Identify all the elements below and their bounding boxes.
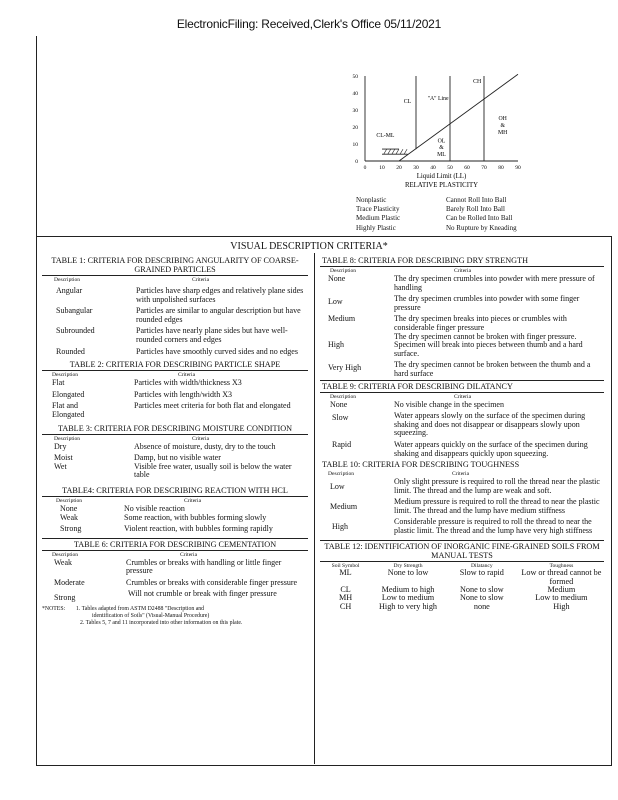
table12-header: Soil Symbol Dry Strength Dilatancy Toughness [331,562,574,569]
table-row: Flat Particles with width/thickness X3 [52,378,242,388]
x-tick-label: 30 [413,165,419,171]
x-tick-label: 60 [464,165,470,171]
legend-row: Nonplastic Cannot Roll Into Ball [356,196,507,204]
table12-grid [320,563,604,612]
table1-title: TABLE 1: CRITERIA FOR DESCRIBING ANGULARITY OF COARSE-GRAINED PARTICLES [51,256,299,274]
table3-title: TABLE 3: CRITERIA FOR DESCRIBING MOISTURE CONDITION [57,423,293,433]
x-tick-label: 40 [430,165,436,171]
table8: TABLE 8: CRITERIA FOR DESCRIBING DRY STRENGTH Description Criteria None The dry specimen crumbles into powder with mere pressure of handling Low The dry specimen crumbles into powder with some finger pressure Medium The dry specimen breaks into pieces or crumbles with considerable finger pressure High The dry specimen cannot be broken with finger pressure. Specimen will break into pieces between thumb and a hard surface. Very High The dry specimen cannot be broken between the thumb and a hard surface [320,256,604,379]
region-label: & [439,145,444,152]
filing-header: ElectronicFiling: Received,Clerk's Office 05/11/2021 [176,17,442,31]
region-label: CH [473,78,482,85]
table-row: CL Medium to high None to slow Medium [340,584,576,594]
right-column [320,256,604,611]
table-row: MH Low to medium None to slow Low to medium [338,593,588,603]
table-row: Low The dry specimen crumbles into powder with some finger pressure [328,294,580,312]
table9: TABLE 9: CRITERIA FOR DESCRIBING DILATANCY Description Criteria None No visible change in the specimen Slow Water appears slowly on the surface of the specimen during shaking and does not disappear or disappears slowly upon squeezing. Rapid Water appears quickly on the surface of the specimen during shaking and disappears quickly upon squeezing. [320,380,604,459]
table-row: CH High to very high none High [339,601,570,611]
table3: TABLE 3: CRITERIA FOR DESCRIBING MOISTURE CONDITION Description Criteria Dry Absence of moisture, dusty, dry to the touch Moist Damp, but no visible water Wet Visible free water, usually soil is below the water table [42,424,308,480]
table-row: None No visible reaction [60,503,185,513]
x-axis-label: Liquid Limit (LL) [416,173,467,180]
table-row: Slow Water appears slowly on the surface of the specimen during shaking and does not disappear or disappears slowly upon squeezing. [332,411,586,438]
region-label: CL-ML [376,133,395,140]
main-title: VISUAL DESCRIPTION CRITERIA* [230,241,388,252]
x-tick-label: 90 [515,165,521,171]
region-label: OL [437,138,446,145]
table-row: Low Only slight pressure is required to roll the thread near the plastic limit. The thread and the lump are weak and soft. [330,477,600,495]
x-tick-label: 10 [379,165,385,171]
table-row: Wet Visible free water, usually soil is below the water table [54,461,292,480]
x-tick-label: 80 [498,165,504,171]
table10-title: TABLE 10: CRITERIA FOR DESCRIBING TOUGHNESS [322,460,520,470]
table2-title: TABLE 2: CRITERIA FOR DESCRIBING PARTICLE SHAPE [69,360,281,370]
table-row: Rounded Particles have smoothly curved sides and no edges [56,346,298,356]
region-label: MH [498,129,508,136]
chart-title: RELATIVE PLASTICITY [404,182,479,189]
table1: TABLE 1: CRITERIA FOR DESCRIBING ANGULARITY OF COARSE-GRAINED PARTICLES Description Criteria Angular Particles have sharp edges and relatively plane sides with unpolished surfaces Subangular Particles are similar to angular description but have rounded edges Subrounded Particles have nearly plane sides but have well-rounded corners and edges Rounded Particles have smoothly curved sides and no edges [42,256,308,356]
table-row: Rapid Water appears quickly on the surface of the specimen during shaking and disappears quickly upon squeezing. [332,439,588,458]
table-row: Elongated Particles with length/width X3 [52,389,232,399]
table-row: Subangular Particles are similar to angular description but have rounded edges [56,306,301,324]
table-row: High The dry specimen cannot be broken with finger pressure. Specimen will break into pieces between thumb and a hard surface. [328,331,583,358]
table-row: None No visible change in the specimen [330,399,504,409]
region-label: ML [437,151,446,158]
region-label: OH [498,116,507,123]
table6: TABLE 6: CRITERIA FOR DESCRIBING CEMENTATION Description Criteria Weak Crumbles or breaks with handling or little finger pressure Moderate Crumbles or breaks with considerable finger pressure Strong Will not crumble or break with finger pressure [42,538,308,603]
region-label: CL [403,99,412,106]
legend-row: Medium Plastic Can be Rolled Into Ball [356,214,513,223]
x-tick-label: 70 [481,165,487,171]
table12 [320,540,604,612]
legend-row: Highly Plastic No Rupture by Kneading [356,223,517,232]
table6-title: TABLE 6: CRITERIA FOR DESCRIBING CEMENTATION [73,539,277,549]
table-row: Very High The dry specimen cannot be broken between the thumb and a hard surface [328,360,591,378]
y-tick-label: 30 [352,108,358,114]
table10: TABLE 10: CRITERIA FOR DESCRIBING TOUGHNESS Description Criteria Low Only slight pressure is required to roll the thread near the plastic limit. The thread and the lump are weak and soft. Medium Medium pressure is required to roll the thread to near the plastic limit. The thread and the lump have medium stiffness High Considerable pressure is required to roll the thread to near the plastic limit. The thread and the lump have very high stiffness [320,460,604,536]
table-row: Subrounded Particles have nearly plane sides but have well-rounded corners and edges [56,326,288,344]
table-row: Angular Particles have sharp edges and relatively plane sides with unpolished surfaces [56,286,304,304]
left-column [42,256,308,627]
y-tick-label: 40 [352,91,358,97]
table-row: Dry Absence of moisture, dusty, dry to the touch [54,441,276,451]
table8-title: TABLE 8: CRITERIA FOR DESCRIBING DRY STRENGTH [322,256,529,265]
x-tick-label: 50 [447,165,453,171]
table4-title: TABLE4: CRITERIA FOR DESCRIBING REACTION WITH HCL [62,485,288,495]
table2: TABLE 2: CRITERIA FOR DESCRIBING PARTICLE SHAPE Description Criteria Flat Particles with width/thickness X3 Elongated Particles with length/width X3 Flat and Elongated Particles meet criteria for both flat and elongated [42,360,308,419]
table-row: Moderate Crumbles or breaks with considerable finger pressure [54,577,298,587]
notes-label: *NOTES: [42,606,66,613]
table12-title: TABLE 12: IDENTIFICATION OF INORGANIC FINE-GRAINED SOILS FROM MANUAL TESTS [324,541,600,560]
x-tick-label: 0 [363,165,367,171]
table-row: Moist Damp, but no visible water [54,453,221,463]
table-row: ML None to low Slow to rapid Low or thread cannot be formed [339,568,602,586]
table-row: None The dry specimen crumbles into powder with mere pressure of handling [328,274,595,292]
table-row: Weak Crumbles or breaks with handling or little finger pressure [54,557,282,576]
table-row: Weak Some reaction, with bubbles forming slowly [60,512,267,522]
top-frame [36,36,611,237]
table-row: Medium Medium pressure is required to roll the thread to near the plastic limit. The thread and the lump have medium stiffness [330,497,600,515]
table-row: Medium The dry specimen breaks into pieces or crumbles with considerable finger pressure [328,314,567,332]
y-tick-label: 0 [355,159,358,165]
table9-title: TABLE 9: CRITERIA FOR DESCRIBING DILATANCY [322,381,513,391]
y-tick-label: 50 [352,74,358,80]
y-tick-label: 20 [352,125,358,131]
table-row: Strong Will not crumble or break with finger pressure [54,589,277,603]
y-tick-label: 10 [352,142,358,148]
table4: TABLE4: CRITERIA FOR DESCRIBING REACTION WITH HCL Description Criteria None No visible reaction Weak Some reaction, with bubbles forming slowly Strong Violent reaction, with bubbles forming rapidly [42,486,308,534]
column-divider [314,253,315,764]
region-label: & [500,123,505,129]
divider [42,275,308,276]
notes: *NOTES: 1. Tables adapted from ASTM D2488 "Description and identification of Soils" (Visual-Manual Procedure) 2. Tables 5, 7 and 11 incorporated into other information on this plate. [42,606,243,627]
table-row: High Considerable pressure is required to roll the thread to near the plastic limit. The thread and the lump have very high stiffness [332,517,593,536]
table-row: Flat and Elongated Particles meet criteria for both flat and elongated [52,401,291,419]
x-tick-label: 20 [396,165,402,171]
region-label: "A" Line [427,95,449,102]
legend-row: Trace Plasticity Barely Roll Into Ball [356,205,505,214]
table-row: Strong Violent reaction, with bubbles forming rapidly [60,524,273,534]
